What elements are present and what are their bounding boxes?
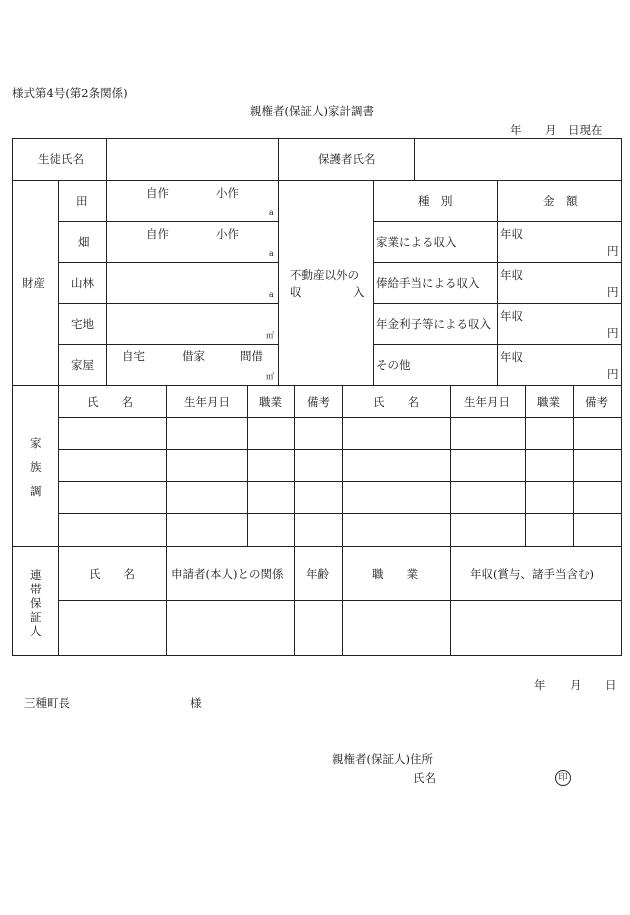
guarantor-header: 年齢 (306, 567, 329, 581)
income-yen-label: 円 (607, 367, 619, 381)
family-header: 氏 名 (87, 395, 133, 409)
family-header: 備考 (585, 395, 608, 409)
income-type: 家業による収入 (376, 235, 457, 249)
property-option: 自作 (146, 227, 169, 241)
property-option: 小作 (216, 186, 239, 200)
property-option: 小作 (216, 227, 239, 241)
income-type-header: 種 別 (418, 194, 453, 208)
footer-date-day: 日 (605, 678, 617, 692)
property-row-label: 田 (76, 194, 88, 208)
family-header: 生年月日 (464, 395, 510, 409)
income-side-label: 収 (290, 285, 302, 299)
income-annual-label: 年収 (500, 350, 523, 364)
property-option: 自宅 (122, 349, 145, 363)
property-section-label: 財産 (22, 276, 45, 290)
family-side-label: 家 (30, 436, 42, 450)
family-header: 氏 名 (373, 395, 419, 409)
guarantor-side-label: 証 (30, 610, 42, 624)
guarantor-side-label: 保 (30, 596, 42, 610)
family-header: 生年月日 (184, 395, 230, 409)
guarantor-header: 職 業 (372, 567, 418, 581)
family-side-label: 族 (30, 460, 42, 474)
family-header: 備考 (307, 395, 330, 409)
guarantor-side-label: 連 (30, 568, 42, 582)
address-label: 親権者(保証人)住所 (332, 752, 433, 766)
footer-date-month: 月 (570, 678, 582, 692)
income-amount-header: 金 額 (543, 194, 578, 208)
property-option: 間借 (240, 349, 263, 363)
property-unit: a (269, 208, 274, 217)
property-unit: ㎡ (266, 331, 274, 340)
student-name-label: 生徒氏名 (38, 152, 84, 166)
addressee: 三種町長 (24, 696, 70, 710)
income-yen-label: 円 (607, 326, 619, 340)
income-type: 俸給手当による収入 (376, 276, 480, 290)
income-type: 年金利子等による収入 (376, 317, 491, 331)
family-header: 職業 (537, 395, 560, 409)
property-unit: ㎡ (266, 372, 274, 381)
property-row-label: 畑 (78, 235, 90, 249)
guarantor-header: 申請者(本人)との関係 (171, 567, 284, 581)
income-annual-label: 年収 (500, 268, 523, 282)
property-row-label: 家屋 (71, 358, 94, 372)
income-type: その他 (376, 358, 411, 372)
income-yen-label: 円 (607, 244, 619, 258)
date-day-now-label: 日現在 (568, 123, 603, 137)
family-side-label: 調 (30, 484, 42, 498)
family-header: 職業 (259, 395, 282, 409)
property-option: 自作 (146, 186, 169, 200)
name-label: 氏名 (413, 771, 436, 785)
guarantor-side-label: 帯 (30, 582, 42, 596)
income-side-label: 不動産以外の (290, 268, 359, 282)
date-year-label: 年 (510, 123, 522, 137)
property-unit: a (269, 249, 274, 258)
page-title: 親権者(保証人)家計調書 (250, 104, 374, 118)
property-row-label: 山林 (71, 276, 94, 290)
property-row-label: 宅地 (71, 317, 94, 331)
income-annual-label: 年収 (500, 227, 523, 241)
property-unit: a (269, 290, 274, 299)
footer-date-year: 年 (534, 678, 546, 692)
guarantor-header: 氏 名 (89, 567, 135, 581)
guardian-name-label: 保護者氏名 (318, 152, 376, 166)
date-month-label: 月 (545, 123, 557, 137)
income-yen-label: 円 (607, 285, 619, 299)
guarantor-header: 年収(賞与、諸手当含む) (470, 567, 594, 581)
form-number: 様式第4号(第2条関係) (12, 86, 128, 100)
guarantor-side-label: 人 (30, 624, 42, 638)
income-side-label: 入 (353, 285, 365, 299)
seal-mark: 印 (555, 770, 571, 786)
honorific: 様 (190, 696, 202, 710)
property-option: 借家 (182, 349, 205, 363)
income-annual-label: 年収 (500, 309, 523, 323)
